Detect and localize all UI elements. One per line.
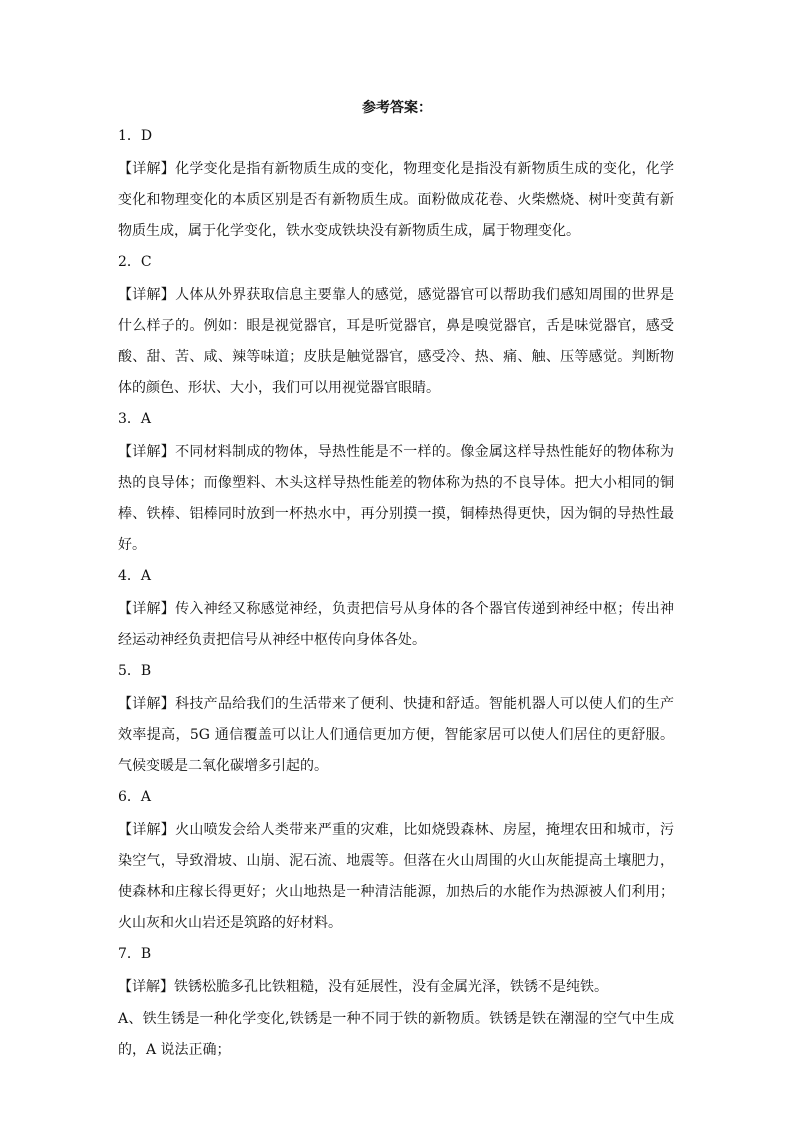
explanation-tag: 【详解】 bbox=[118, 161, 176, 177]
explanation bbox=[118, 972, 674, 1003]
explanation-tag: 【详解】 bbox=[118, 979, 174, 995]
explanation bbox=[118, 154, 674, 247]
explanation-text: 人体从外界获取信息主要靠人的感觉，感觉器官可以帮助我们感知周围的世界是什么样子的。例如：眼是视觉器官，耳是听觉器官，鼻是嗅觉器官，舌是味觉器官，感受酸、甜、苦、咸、辣等味道；皮肤是触觉器官，感受冷、热、痛、触、压等感觉。判断物体的颜色、形状、大小，我们可以用视觉器官眼睛。 bbox=[118, 287, 675, 396]
explanation-tag: 【详解】 bbox=[118, 444, 176, 460]
explanation-option-a: A、铁生锈是一种化学变化,铁锈是一种不同于铁的新物质。铁锈是铁在潮湿的空气中生成的，A 说法正确； bbox=[118, 1011, 674, 1058]
question-number: 1．D bbox=[118, 128, 153, 144]
explanation-tag: 【详解】 bbox=[118, 822, 176, 838]
question-number: 4．A bbox=[118, 568, 152, 584]
explanation bbox=[118, 815, 674, 939]
explanation-text: 火山喷发会给人类带来严重的灾难，比如烧毁森林、房屋，掩埋农田和城市，污染空气，导致滑坡、山崩、泥石流、地震等。但落在火山周围的火山灰能提高土壤肥力，使森林和庄稼长得更好；火山地热是一种清洁能源，加热后的水能作为热源被人们利用；火山灰和火山岩还是筑路的好材料。 bbox=[118, 822, 675, 931]
explanation-text: 传入神经又称感觉神经，负责把信号从身体的各个器官传递到神经中枢；传出神经运动神经负责把信号从神经中枢传向身体各处。 bbox=[118, 601, 675, 648]
page-title: 参考答案： bbox=[362, 100, 432, 116]
explanation-text: 铁锈松脆多孔比铁粗糙，没有延展性，没有金属光泽，铁锈不是纯铁。 bbox=[174, 979, 608, 995]
explanation-text: 科技产品给我们的生活带来了便利、快捷和舒适。智能机器人可以使人们的生产效率提高，5G 通信覆盖可以让人们通信更加方便，智能家居可以使人们居住的更舒服。气候变暖是二氧化碳增多引起的。 bbox=[118, 696, 675, 774]
explanation bbox=[118, 689, 674, 782]
question-number: 6．A bbox=[118, 789, 152, 805]
explanation-text: 化学变化是指有新物质生成的变化，物理变化是指没有新物质生成的变化，化学变化和物理变化的本质区别是否有新物质生成。面粉做成花卷、火柴燃烧、树叶变黄有新物质生成，属于化学变化，铁水变成铁块没有新物质生成，属于物理变化。 bbox=[118, 161, 675, 239]
answer-list bbox=[118, 121, 674, 1067]
explanation bbox=[118, 437, 674, 561]
explanation-tag: 【详解】 bbox=[118, 287, 176, 303]
explanation-tag: 【详解】 bbox=[118, 696, 176, 712]
question-number: 3．A bbox=[118, 411, 152, 427]
question-number: 2．C bbox=[118, 254, 152, 270]
explanation-text: 不同材料制成的物体，导热性能是不一样的。像金属这样导热性能好的物体称为热的良导体；而像塑料、木头这样导热性能差的物体称为热的不良导体。把大小相同的铜棒、铁棒、铝棒同时放到一杯热水中，再分别摸一摸，铜棒热得更快，因为铜的导热性最好。 bbox=[118, 444, 675, 553]
explanation bbox=[118, 280, 674, 404]
question-number: 7．B bbox=[118, 946, 152, 962]
explanation bbox=[118, 594, 674, 656]
explanation-tag: 【详解】 bbox=[118, 601, 176, 617]
question-number: 5．B bbox=[118, 663, 152, 679]
